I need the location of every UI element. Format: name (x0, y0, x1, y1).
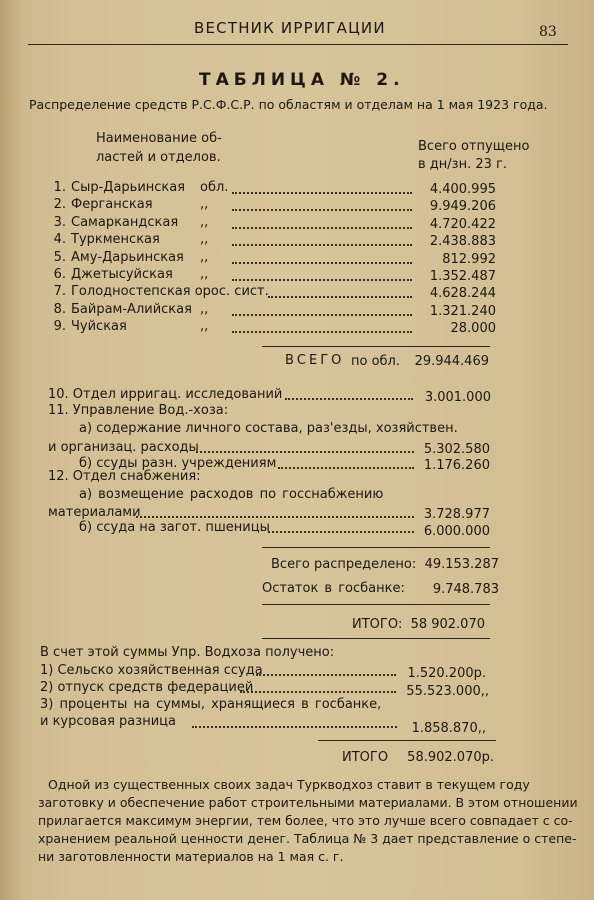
region-number: 6. (53, 267, 66, 282)
received-item-1-value: 1.520.200р. (407, 666, 486, 681)
summary-rule-3 (262, 638, 490, 639)
region-amount: 9.949.206 (429, 199, 496, 215)
received-item-2-value: 55.523.000,, (406, 684, 489, 699)
region-name: Сыр-Дарьинская (71, 180, 186, 195)
region-suffix: ,, (200, 319, 209, 335)
received-item-2-leader (240, 691, 396, 693)
column-header-amount-2: в дн/зн. 23 г. (418, 157, 507, 172)
summary-rule-2 (262, 604, 490, 605)
region-number: 1. (53, 180, 66, 195)
remainder-label: Остаток в госбанке: (262, 581, 405, 596)
region-name: Джетысуйская (71, 267, 173, 282)
region-name: Голодностепская орос. сист. (71, 284, 269, 300)
paragraph-line-5: ни заготовленности материалов на 1 мая с. г. (38, 849, 344, 864)
item-11a-leader (196, 451, 414, 453)
received-total-rule (318, 740, 496, 741)
region-suffix: ,, (200, 214, 209, 230)
received-total-label: ИТОГО (342, 750, 389, 765)
region-leader (232, 192, 412, 194)
distributed-value: 49.153.287 (424, 557, 499, 572)
item-11b-leader (278, 467, 414, 469)
item-12a-line-1: а) возмещение расходов по госснабжению (79, 487, 384, 502)
region-amount: 1.352.487 (429, 269, 496, 284)
item-12b-value: 6.000.000 (423, 524, 490, 539)
region-amount: 2.438.883 (429, 234, 496, 250)
region-leader (232, 314, 412, 316)
received-item-1-label: 1) Сельско хозяйственная ссуда (40, 663, 263, 678)
journal-title: ВЕСТНИК ИРРИГАЦИИ (194, 19, 386, 37)
received-item-3-line-1: 3) проценты на суммы, хранящиеся в госбанке, (40, 697, 382, 712)
region-leader (232, 244, 412, 246)
table-total-label: ИТОГО: (352, 617, 403, 632)
regions-total-value: 29.944.469 (414, 354, 489, 369)
region-amount: 4.628.244 (429, 286, 496, 302)
received-item-1-leader (256, 674, 396, 676)
item-10-leader (285, 398, 413, 400)
region-name: Аму-Дарьинская (71, 249, 184, 265)
region-number: 7. (53, 284, 66, 300)
summary-rule-1 (262, 547, 490, 548)
region-leader (268, 296, 412, 298)
item-12a-line-2: материалами (48, 505, 141, 520)
received-intro: В счет этой суммы Упр. Водхоза получено: (40, 645, 335, 660)
region-name: Чуйская (71, 319, 127, 335)
paragraph-line-1: Одной из существенных своих задач Туркводхоз ставит в текущем году (48, 777, 530, 792)
region-suffix: обл. (200, 180, 229, 195)
item-10-label: 10. Отдел ирригац. исследований (48, 387, 283, 402)
table-subtitle: Распределение средств Р.С.Ф.С.Р. по областям и отделам на 1 мая 1923 года. (29, 97, 548, 112)
region-leader (232, 331, 412, 333)
table-total-value: 58 902.070 (410, 617, 485, 632)
region-name: Самаркандская (71, 214, 179, 230)
region-suffix: ,, (200, 267, 209, 282)
region-number: 9. (53, 319, 66, 335)
paragraph-line-4: хранением реальной ценности денег. Таблица № 3 дает представление о степе- (38, 831, 577, 846)
region-number: 5. (53, 249, 66, 265)
region-suffix: ,, (200, 197, 209, 213)
distributed-label: Всего распределено: (271, 557, 417, 572)
item-10-value: 3.001.000 (424, 390, 491, 405)
item-12-label: 12. Отдел снабжения: (48, 469, 201, 484)
item-11-label: 11. Управление Вод.-хоза: (48, 403, 229, 418)
region-amount: 4.720.422 (429, 216, 496, 232)
remainder-value: 9.748.783 (432, 582, 499, 597)
item-11a-line-2: и организац. расходы (48, 440, 199, 455)
region-suffix: ,, (200, 249, 209, 265)
column-header-amount-1: Всего отпущено (418, 139, 530, 154)
regions-total-label: ВСЕГО (285, 353, 345, 368)
item-12a-value: 3.728.977 (423, 507, 490, 522)
region-leader (232, 209, 412, 211)
region-suffix: ,, (200, 301, 209, 317)
item-11b-value: 1.176.260 (423, 458, 490, 473)
region-number: 8. (53, 301, 66, 317)
region-amount: 4.400.995 (429, 182, 496, 197)
region-leader (232, 279, 412, 281)
received-item-3-leader (192, 726, 397, 728)
item-11a-line-1: а) содержание личного состава, раз'езды, хозяйствен. (79, 421, 458, 436)
region-number: 3. (53, 214, 66, 230)
item-12b-label: б) ссуда на загот. пшеницы (79, 520, 270, 535)
region-amount: 812.992 (442, 251, 496, 267)
regions-total-suffix: по обл. (351, 354, 400, 369)
paragraph-line-3: прилагается максимум энергии, тем более, что это лучше всего совпадает с со- (38, 813, 573, 828)
item-12a-leader (136, 516, 414, 518)
received-item-3-value: 1.858.870,, (411, 721, 486, 736)
region-amount: 28.000 (450, 321, 496, 337)
region-name: Ферганская (71, 197, 153, 213)
paragraph-line-2: заготовку и обеспечение работ строительными материалами. В этом отношении (38, 795, 578, 810)
table-title: ТАБЛИЦА № 2. (199, 70, 405, 90)
region-leader (232, 262, 412, 264)
region-amount: 1.321.240 (429, 303, 496, 319)
header-rule (28, 44, 568, 45)
region-leader (232, 227, 412, 229)
item-12b-leader (268, 531, 414, 533)
received-item-3-line-2: и курсовая разница (40, 714, 176, 729)
region-number: 4. (53, 232, 66, 248)
region-suffix: ,, (200, 232, 209, 248)
region-number: 2. (53, 197, 66, 213)
region-name: Туркменская (71, 232, 160, 248)
received-total-value: 58.902.070р. (407, 750, 494, 765)
column-header-name-2: ластей и отделов. (96, 150, 221, 165)
regions-total-rule (262, 346, 490, 347)
item-11a-value: 5.302.580 (423, 442, 490, 457)
region-name: Байрам-Алийская (71, 301, 192, 317)
item-11b-label: б) ссуды разн. учреждениям (79, 456, 277, 471)
page-number: 83 (539, 24, 557, 40)
received-item-2-label: 2) отпуск средств федерацией (40, 680, 254, 695)
column-header-name-1: Наименование об- (96, 131, 222, 146)
